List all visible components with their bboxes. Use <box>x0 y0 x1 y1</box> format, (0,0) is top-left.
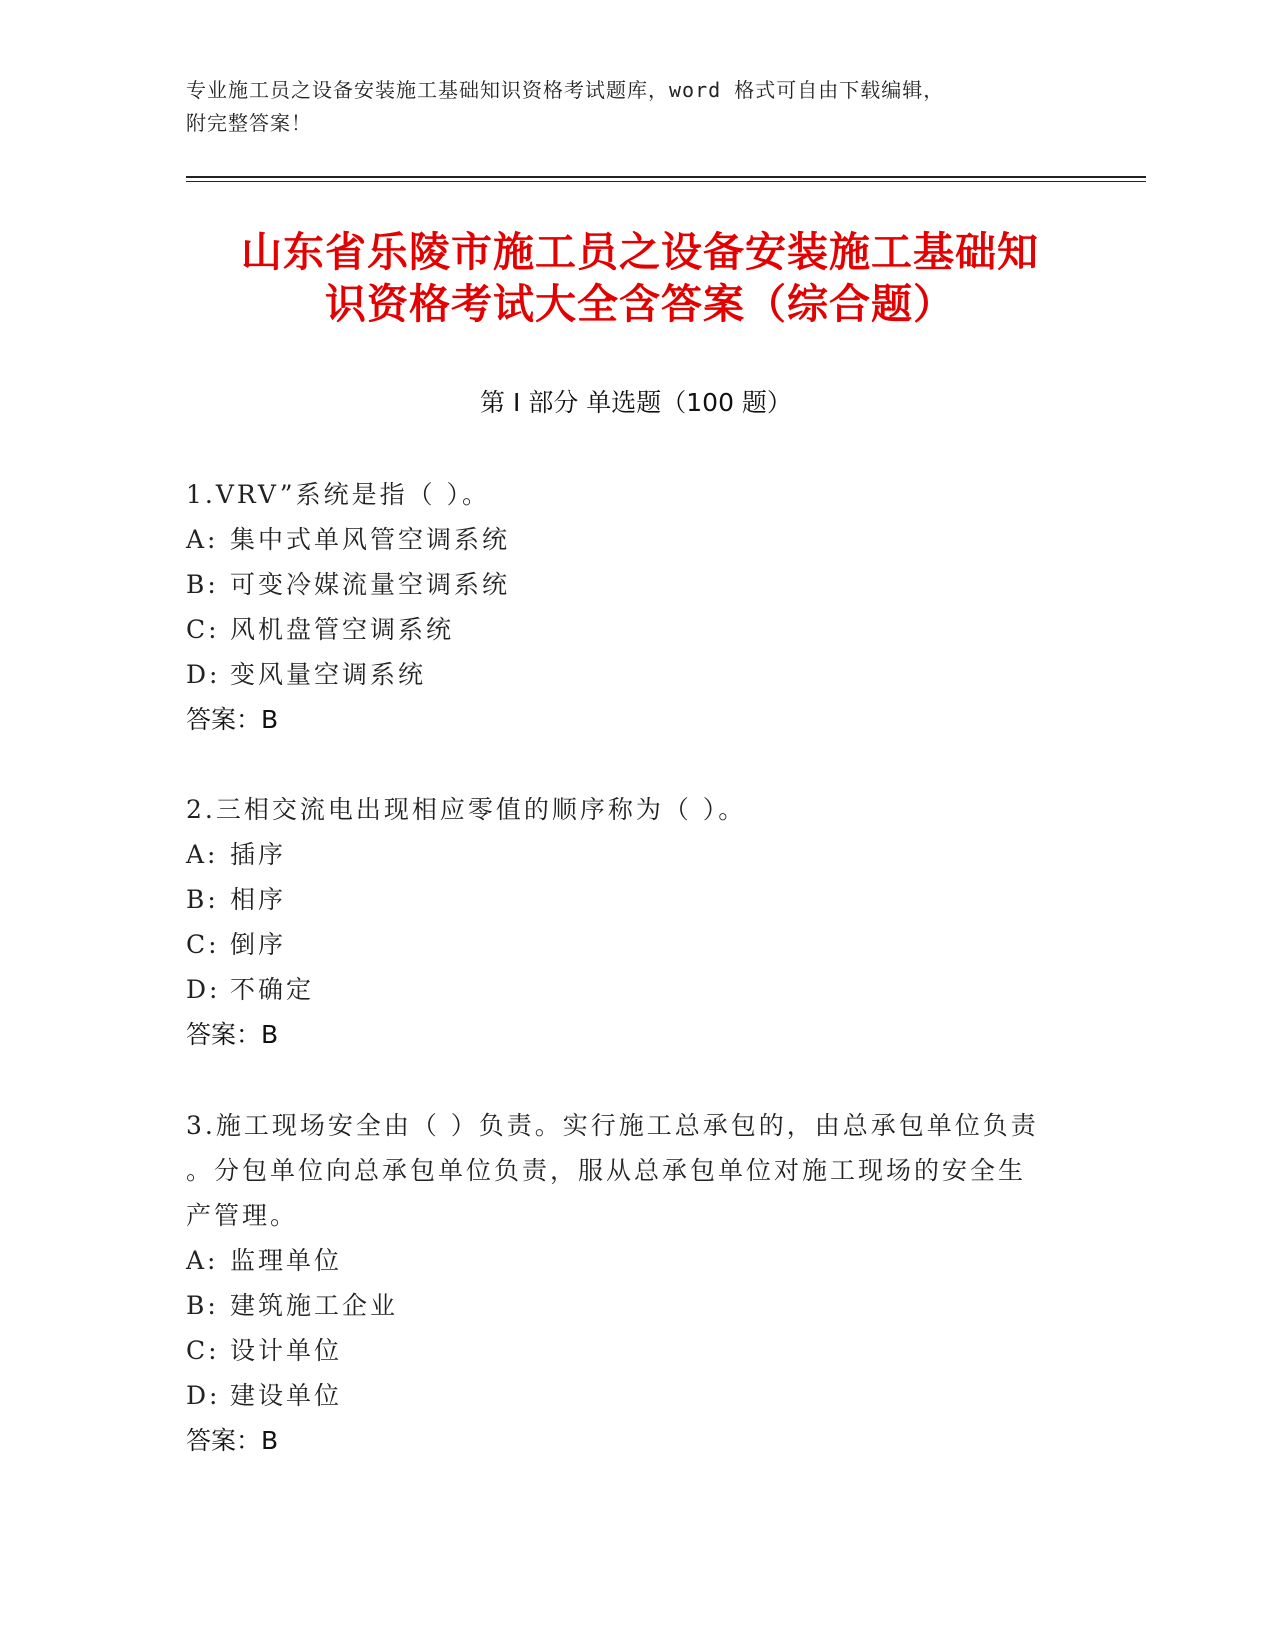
option-b <box>186 562 1086 607</box>
question-1 <box>186 472 1086 742</box>
question-stem: 2.三相交流电出现相应零值的顺序称为（ ）。 <box>186 795 747 824</box>
option-d <box>186 1373 1086 1418</box>
option-letter: C: <box>186 930 220 959</box>
option-b <box>186 1283 1086 1328</box>
option-letter: D: <box>186 975 221 1004</box>
option-letter: B: <box>186 885 219 914</box>
document-title-line: 山东省乐陵市施工员之设备安装施工基础知 <box>241 228 1039 276</box>
option-text: 变风量空调系统 <box>230 660 427 689</box>
option-c <box>186 607 1086 652</box>
option-d <box>186 652 1086 697</box>
answer-line: 答案：B <box>186 705 279 734</box>
option-text: 建设单位 <box>230 1381 343 1410</box>
option-letter: C: <box>186 615 220 644</box>
option-d <box>186 967 1086 1012</box>
option-text: 风机盘管空调系统 <box>230 615 455 644</box>
option-text: 集中式单风管空调系统 <box>230 525 511 554</box>
document-title-line: 识资格考试大全含答案（综合题） <box>325 280 955 328</box>
option-c <box>186 1328 1086 1373</box>
option-a <box>186 517 1086 562</box>
option-a <box>186 832 1086 877</box>
option-letter: D: <box>186 660 221 689</box>
document-title <box>160 226 1120 330</box>
option-letter: D: <box>186 1381 221 1410</box>
option-text: 建筑施工企业 <box>230 1291 399 1320</box>
option-text: 设计单位 <box>230 1336 343 1365</box>
option-text: 插序 <box>230 840 287 869</box>
header-note-line: 附完整答案！ <box>186 111 312 135</box>
header-note <box>186 74 1086 140</box>
option-letter: B: <box>186 1291 219 1320</box>
option-letter: C: <box>186 1336 220 1365</box>
header-divider-thin <box>186 181 1146 182</box>
question-3 <box>186 1103 1086 1463</box>
option-letter: A: <box>186 1246 219 1275</box>
question-stem: 3.施工现场安全由（ ）负责。实行施工总承包的，由总承包单位负责 <box>186 1111 1039 1140</box>
answer-line: 答案：B <box>186 1020 279 1049</box>
option-text: 倒序 <box>230 930 287 959</box>
option-letter: A: <box>186 525 219 554</box>
question-2 <box>186 787 1086 1057</box>
section-title: 第 I 部分 单选题（100 题） <box>480 388 792 417</box>
header-divider <box>186 176 1146 178</box>
header-note-line: 专业施工员之设备安装施工基础知识资格考试题库，word 格式可自由下载编辑， <box>186 78 945 102</box>
answer-line: 答案：B <box>186 1426 279 1455</box>
option-text: 可变冷媒流量空调系统 <box>230 570 511 599</box>
option-text: 相序 <box>230 885 287 914</box>
option-letter: B: <box>186 570 219 599</box>
question-stem: 产管理。 <box>186 1201 299 1230</box>
question-stem: 1.VRV”系统是指（ ）。 <box>186 480 491 509</box>
option-text: 不确定 <box>230 975 315 1004</box>
option-a <box>186 1238 1086 1283</box>
option-letter: A: <box>186 840 219 869</box>
option-text: 监理单位 <box>230 1246 343 1275</box>
option-c <box>186 922 1086 967</box>
question-stem: 。分包单位向总承包单位负责，服从总承包单位对施工现场的安全生 <box>186 1156 1027 1185</box>
option-b <box>186 877 1086 922</box>
